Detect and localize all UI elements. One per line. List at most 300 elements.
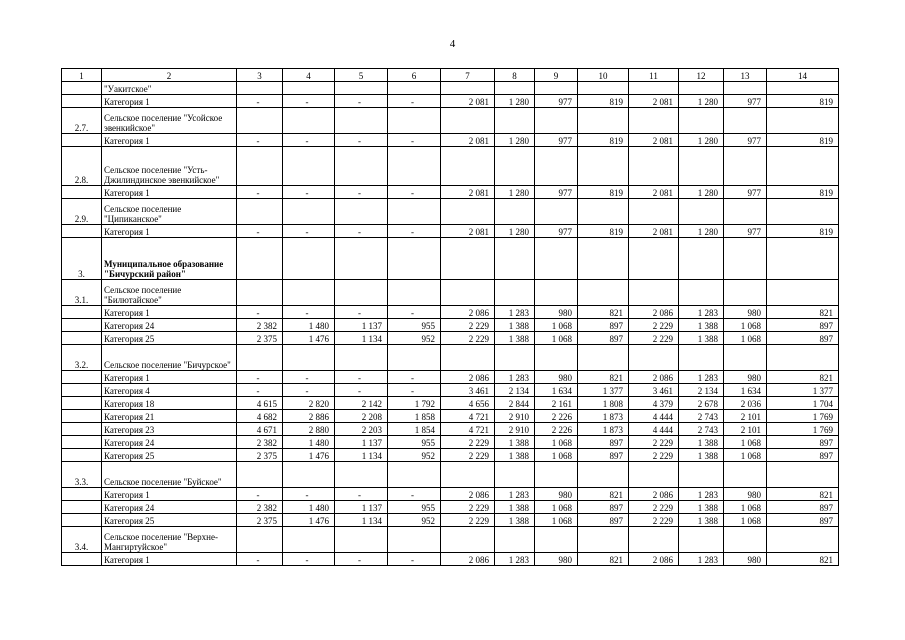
table-row	[62, 332, 839, 345]
value-cell	[441, 147, 495, 186]
value-cell: 819	[767, 225, 839, 238]
table-row	[62, 95, 839, 108]
value-cell: 1 068	[724, 514, 767, 527]
table-row	[62, 449, 839, 462]
value-cell: 1 283	[679, 371, 724, 384]
value-cell: -	[335, 186, 388, 199]
table-row	[62, 397, 839, 410]
value-cell	[724, 82, 767, 95]
value-cell: -	[388, 186, 441, 199]
row-name: Категория 24	[102, 436, 237, 449]
value-cell: -	[335, 553, 388, 566]
value-cell: 2 375	[237, 449, 283, 462]
value-cell: 2 375	[237, 514, 283, 527]
value-cell: 1 068	[535, 319, 578, 332]
value-cell: 819	[578, 95, 629, 108]
value-cell: 1 283	[495, 553, 535, 566]
value-cell	[495, 82, 535, 95]
value-cell: 897	[578, 449, 629, 462]
value-cell: 980	[535, 553, 578, 566]
value-cell: 1 283	[495, 371, 535, 384]
value-cell	[724, 345, 767, 371]
row-name: Сельское поселение "Буйское"	[102, 462, 237, 488]
value-cell: 1 280	[495, 95, 535, 108]
value-cell: 2 086	[441, 306, 495, 319]
row-name: Категория 1	[102, 371, 237, 384]
value-cell	[629, 238, 679, 280]
value-cell	[767, 280, 839, 306]
value-cell: 1 068	[724, 319, 767, 332]
row-code	[62, 186, 102, 199]
value-cell	[629, 462, 679, 488]
value-cell: 897	[578, 319, 629, 332]
row-code	[62, 436, 102, 449]
row-code	[62, 488, 102, 501]
value-cell: 2 203	[335, 423, 388, 436]
value-cell: 1 068	[535, 514, 578, 527]
value-cell: 819	[578, 186, 629, 199]
table-row	[62, 371, 839, 384]
value-cell	[335, 108, 388, 134]
value-cell: 980	[724, 306, 767, 319]
value-cell	[495, 199, 535, 225]
value-cell	[335, 527, 388, 553]
value-cell: 1 134	[335, 449, 388, 462]
row-name: Категория 4	[102, 384, 237, 397]
value-cell: 1 388	[495, 319, 535, 332]
value-cell: 2 086	[441, 553, 495, 566]
table-row	[62, 553, 839, 566]
value-cell: 821	[578, 488, 629, 501]
row-name: Сельское поселение "Усть-Джилиндинское эвенкийское"	[102, 147, 237, 186]
value-cell	[441, 527, 495, 553]
value-cell: -	[335, 384, 388, 397]
value-cell	[578, 199, 629, 225]
value-cell: 980	[724, 488, 767, 501]
row-code	[62, 306, 102, 319]
value-cell: 2 081	[441, 95, 495, 108]
column-header: 1	[62, 69, 102, 82]
value-cell: 821	[767, 488, 839, 501]
value-cell: 977	[724, 186, 767, 199]
value-cell: 2 229	[629, 501, 679, 514]
value-cell	[679, 527, 724, 553]
row-name: Категория 1	[102, 553, 237, 566]
value-cell	[441, 462, 495, 488]
value-cell	[578, 462, 629, 488]
value-cell: -	[237, 306, 283, 319]
value-cell: -	[237, 186, 283, 199]
table-row	[62, 319, 839, 332]
value-cell: -	[283, 225, 335, 238]
value-cell	[388, 108, 441, 134]
value-cell: 2 086	[629, 488, 679, 501]
value-cell: 4 379	[629, 397, 679, 410]
value-cell: 2 134	[679, 384, 724, 397]
row-code	[62, 371, 102, 384]
value-cell: 1 280	[495, 225, 535, 238]
value-cell	[283, 108, 335, 134]
value-cell: 980	[724, 553, 767, 566]
value-cell	[629, 280, 679, 306]
value-cell: 2 910	[495, 423, 535, 436]
value-cell	[724, 147, 767, 186]
row-code: 3.1.	[62, 280, 102, 306]
value-cell: 897	[578, 514, 629, 527]
value-cell: 1 283	[679, 488, 724, 501]
column-header: 4	[283, 69, 335, 82]
value-cell	[629, 527, 679, 553]
row-name: Муниципальное образование "Бичурский район"	[102, 238, 237, 280]
value-cell	[724, 199, 767, 225]
value-cell	[495, 527, 535, 553]
value-cell: 897	[767, 436, 839, 449]
row-name: Категория 1	[102, 134, 237, 147]
value-cell: -	[335, 488, 388, 501]
value-cell	[237, 147, 283, 186]
value-cell: 1 388	[679, 449, 724, 462]
value-cell	[724, 108, 767, 134]
value-cell: 4 444	[629, 423, 679, 436]
value-cell: 1 476	[283, 449, 335, 462]
value-cell: 2 229	[629, 332, 679, 345]
value-cell	[388, 82, 441, 95]
value-cell: 1 068	[535, 332, 578, 345]
value-cell: 2 229	[629, 436, 679, 449]
row-code	[62, 449, 102, 462]
value-cell: -	[283, 186, 335, 199]
value-cell	[237, 527, 283, 553]
value-cell: -	[237, 488, 283, 501]
row-name: Категория 25	[102, 332, 237, 345]
value-cell: -	[388, 134, 441, 147]
value-cell: 1 283	[495, 488, 535, 501]
value-cell: 1 280	[679, 186, 724, 199]
value-cell: -	[388, 95, 441, 108]
value-cell	[283, 280, 335, 306]
value-cell: -	[388, 384, 441, 397]
value-cell	[283, 82, 335, 95]
row-code	[62, 134, 102, 147]
value-cell: -	[237, 225, 283, 238]
table-row	[62, 306, 839, 319]
value-cell	[629, 199, 679, 225]
row-code	[62, 423, 102, 436]
table-row	[62, 527, 839, 553]
value-cell: 2 036	[724, 397, 767, 410]
value-cell	[679, 345, 724, 371]
value-cell	[578, 280, 629, 306]
row-name: Сельское поселение "Верхне-Мангиртуйское"	[102, 527, 237, 553]
value-cell	[679, 238, 724, 280]
value-cell: 1 377	[767, 384, 839, 397]
value-cell: 1 769	[767, 423, 839, 436]
value-cell	[335, 462, 388, 488]
column-header: 3	[237, 69, 283, 82]
value-cell: 1 480	[283, 319, 335, 332]
column-header: 10	[578, 69, 629, 82]
value-cell	[495, 147, 535, 186]
row-name: Категория 23	[102, 423, 237, 436]
value-cell: 2 678	[679, 397, 724, 410]
value-cell: 2 229	[441, 501, 495, 514]
value-cell: 897	[767, 501, 839, 514]
value-cell	[767, 527, 839, 553]
value-cell: 2 081	[441, 134, 495, 147]
value-cell: 2 844	[495, 397, 535, 410]
row-code	[62, 384, 102, 397]
value-cell	[629, 345, 679, 371]
table-row	[62, 436, 839, 449]
value-cell: 1 388	[495, 436, 535, 449]
value-cell	[679, 199, 724, 225]
value-cell	[629, 82, 679, 95]
value-cell	[441, 345, 495, 371]
value-cell: 1 068	[724, 436, 767, 449]
column-header: 8	[495, 69, 535, 82]
row-name: Категория 25	[102, 514, 237, 527]
value-cell	[283, 199, 335, 225]
table-row	[62, 462, 839, 488]
value-cell: 4 671	[237, 423, 283, 436]
value-cell	[724, 527, 767, 553]
row-code	[62, 319, 102, 332]
value-cell: 4 721	[441, 423, 495, 436]
value-cell: -	[283, 553, 335, 566]
value-cell: 4 682	[237, 410, 283, 423]
table-row	[62, 410, 839, 423]
row-name: Категория 18	[102, 397, 237, 410]
value-cell: 1 134	[335, 332, 388, 345]
table-row	[62, 147, 839, 186]
value-cell	[237, 108, 283, 134]
value-cell: 2 081	[629, 134, 679, 147]
value-cell: 1 137	[335, 501, 388, 514]
value-cell: 821	[578, 371, 629, 384]
value-cell	[237, 238, 283, 280]
value-cell: 2 081	[629, 225, 679, 238]
value-cell: 1 388	[679, 332, 724, 345]
value-cell: 2 382	[237, 436, 283, 449]
row-code: 3.3.	[62, 462, 102, 488]
row-name: Категория 1	[102, 95, 237, 108]
value-cell	[578, 527, 629, 553]
value-cell: 1 068	[724, 332, 767, 345]
value-cell: 819	[767, 95, 839, 108]
value-cell: 1 134	[335, 514, 388, 527]
value-cell	[578, 108, 629, 134]
value-cell: -	[237, 134, 283, 147]
value-cell: 977	[724, 134, 767, 147]
value-cell	[578, 82, 629, 95]
value-cell	[441, 199, 495, 225]
value-cell	[388, 462, 441, 488]
value-cell: 1 388	[495, 514, 535, 527]
value-cell	[283, 462, 335, 488]
value-cell: 952	[388, 332, 441, 345]
value-cell	[335, 238, 388, 280]
value-cell: 1 808	[578, 397, 629, 410]
value-cell: 1 858	[388, 410, 441, 423]
value-cell: 1 634	[724, 384, 767, 397]
value-cell	[388, 199, 441, 225]
value-cell: 2 208	[335, 410, 388, 423]
value-cell	[441, 280, 495, 306]
table-row	[62, 82, 839, 95]
value-cell	[495, 238, 535, 280]
value-cell: 3 461	[441, 384, 495, 397]
value-cell	[237, 199, 283, 225]
value-cell: 897	[767, 449, 839, 462]
value-cell	[535, 280, 578, 306]
value-cell	[535, 345, 578, 371]
row-name: Сельское поселение "Ципиканское"	[102, 199, 237, 225]
value-cell: 2 229	[629, 514, 679, 527]
value-cell: 2 229	[441, 319, 495, 332]
value-cell: 2 086	[629, 306, 679, 319]
value-cell: 2 229	[629, 449, 679, 462]
value-cell: 1 388	[495, 449, 535, 462]
column-header: 14	[767, 69, 839, 82]
value-cell: 1 283	[495, 306, 535, 319]
value-cell: 2 161	[535, 397, 578, 410]
value-cell	[495, 280, 535, 306]
row-name: Категория 24	[102, 319, 237, 332]
value-cell: 1 480	[283, 501, 335, 514]
row-code: 3.2.	[62, 345, 102, 371]
value-cell: -	[237, 371, 283, 384]
row-code: 3.	[62, 238, 102, 280]
value-cell: 2 880	[283, 423, 335, 436]
value-cell	[724, 462, 767, 488]
value-cell: 897	[578, 501, 629, 514]
value-cell: 2 820	[283, 397, 335, 410]
value-cell	[495, 462, 535, 488]
row-code	[62, 95, 102, 108]
value-cell: 2 743	[679, 423, 724, 436]
value-cell	[441, 238, 495, 280]
value-cell: 2 101	[724, 410, 767, 423]
value-cell: 1 388	[679, 319, 724, 332]
value-cell: 1 704	[767, 397, 839, 410]
value-cell: -	[237, 95, 283, 108]
value-cell: 1 283	[679, 553, 724, 566]
row-name: Категория 21	[102, 410, 237, 423]
value-cell: 980	[724, 371, 767, 384]
value-cell: 4 444	[629, 410, 679, 423]
value-cell: 1 388	[495, 332, 535, 345]
value-cell: 977	[535, 225, 578, 238]
row-name: Категория 1	[102, 225, 237, 238]
value-cell: 1 769	[767, 410, 839, 423]
value-cell: -	[283, 488, 335, 501]
value-cell	[767, 462, 839, 488]
value-cell	[535, 199, 578, 225]
value-cell: 897	[767, 319, 839, 332]
value-cell: 2 229	[441, 514, 495, 527]
value-cell: 2 081	[441, 186, 495, 199]
value-cell: 2 226	[535, 410, 578, 423]
value-cell: 2 134	[495, 384, 535, 397]
row-code	[62, 332, 102, 345]
value-cell: 977	[535, 95, 578, 108]
value-cell	[535, 108, 578, 134]
table-row	[62, 199, 839, 225]
value-cell: 2 081	[629, 95, 679, 108]
table-row	[62, 488, 839, 501]
value-cell: 819	[578, 134, 629, 147]
value-cell: 1 388	[495, 501, 535, 514]
value-cell: 1 068	[724, 501, 767, 514]
value-cell: 1 873	[578, 410, 629, 423]
value-cell: 955	[388, 319, 441, 332]
value-cell: 821	[578, 306, 629, 319]
table-row	[62, 134, 839, 147]
value-cell: 897	[767, 332, 839, 345]
value-cell	[578, 345, 629, 371]
value-cell: 819	[767, 134, 839, 147]
value-cell: 977	[535, 134, 578, 147]
table-row	[62, 108, 839, 134]
value-cell: 1 137	[335, 319, 388, 332]
column-header: 11	[629, 69, 679, 82]
value-cell: 1 792	[388, 397, 441, 410]
value-cell	[578, 238, 629, 280]
row-code	[62, 410, 102, 423]
row-code	[62, 553, 102, 566]
value-cell: -	[388, 371, 441, 384]
value-cell: 1 283	[679, 306, 724, 319]
value-cell	[441, 82, 495, 95]
value-cell	[335, 345, 388, 371]
value-cell	[283, 345, 335, 371]
value-cell: 2 101	[724, 423, 767, 436]
value-cell	[679, 147, 724, 186]
table-row	[62, 345, 839, 371]
value-cell: 2 086	[629, 553, 679, 566]
value-cell: 3 461	[629, 384, 679, 397]
column-header: 2	[102, 69, 237, 82]
value-cell: 980	[535, 488, 578, 501]
value-cell	[388, 147, 441, 186]
row-name: Категория 1	[102, 186, 237, 199]
value-cell	[767, 345, 839, 371]
value-cell: 2 142	[335, 397, 388, 410]
value-cell: 1 280	[495, 134, 535, 147]
value-cell: -	[335, 306, 388, 319]
value-cell: 2 229	[441, 332, 495, 345]
value-cell	[679, 462, 724, 488]
value-cell	[535, 238, 578, 280]
value-cell: -	[388, 488, 441, 501]
value-cell	[767, 199, 839, 225]
value-cell: 821	[767, 371, 839, 384]
row-name: Сельское поселение "Усойское эвенкийское"	[102, 108, 237, 134]
tariff-table	[61, 68, 839, 566]
value-cell: 2 382	[237, 501, 283, 514]
value-cell	[441, 108, 495, 134]
table-row	[62, 514, 839, 527]
page-number: 4	[449, 38, 456, 50]
value-cell: 4 721	[441, 410, 495, 423]
value-cell: 4 615	[237, 397, 283, 410]
value-cell: 1 388	[679, 514, 724, 527]
table-body	[62, 69, 839, 566]
table-row	[62, 501, 839, 514]
value-cell: 4 656	[441, 397, 495, 410]
value-cell: -	[283, 384, 335, 397]
value-cell: 2 382	[237, 319, 283, 332]
